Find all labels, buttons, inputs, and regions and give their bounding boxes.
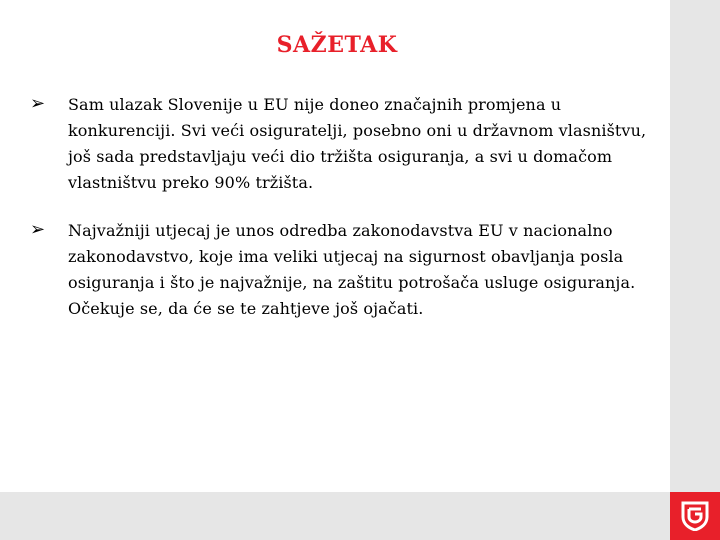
bullet-item xyxy=(30,92,665,196)
bullet-list xyxy=(30,92,665,344)
bottom-decor-bar xyxy=(0,492,670,540)
arrow-bullet-icon: ➢ xyxy=(30,219,46,240)
bullet-text: Najvažniji utjecaj je unos odredba zakonodavstva EU v nacionalno zakonodavstvo, koje ima veliki utjecaj na sigurnost obavljanja posla osiguranja i što je najvažnije, na zaštitu potrošača usluge osiguranja. Očekuje se, da će se te zahtjeve još ojačati. xyxy=(68,221,636,318)
slide-title: SAŽETAK xyxy=(276,32,398,58)
brand-logo-icon xyxy=(681,501,709,531)
arrow-bullet-icon: ➢ xyxy=(30,93,46,114)
bullet-text: Sam ulazak Slovenije u EU nije doneo značajnih promjena u konkurenciji. Svi veći osiguratelji, posebno oni u državnom vlasništvu, još sada predstavljaju veći dio tržišta osiguranja, a svi u domačom vlastništvu preko 90% tržišta. xyxy=(68,95,647,192)
brand-logo xyxy=(670,492,720,540)
right-decor-bar xyxy=(670,0,720,540)
bullet-item xyxy=(30,218,665,322)
